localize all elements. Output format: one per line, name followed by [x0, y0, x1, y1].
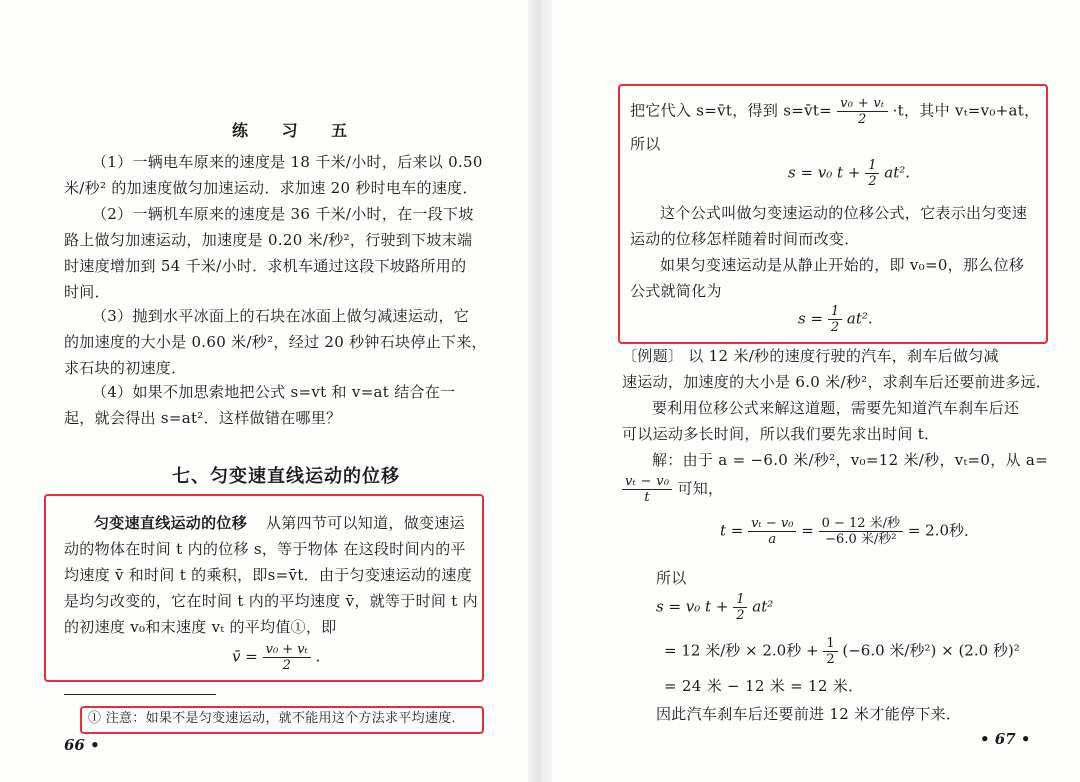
box-text-line: 是均匀改变的，它在时间 t 内的平均速度 v̄，就等于时间 t 内	[64, 592, 478, 610]
fraction-numerator: v₀ + vₜ	[837, 96, 887, 112]
exercise-line: 米/秒² 的加速度做匀加速运动．求加速 20 秒时电车的速度．	[64, 179, 478, 197]
fraction	[748, 516, 796, 547]
exercise-line: 时间．	[64, 283, 110, 301]
so-label: 所以	[656, 569, 687, 587]
fraction-denominator: 2	[736, 608, 745, 623]
example-line: 要利用位移公式来解这道题，需要先知道汽车刹车后还	[652, 399, 1020, 417]
exercise-line: 起，就会得出 s=at²．这样做错在哪里？	[64, 409, 342, 427]
formula-part: s =	[798, 309, 824, 328]
fraction	[828, 304, 842, 335]
footnote: ① 注意：如果不是匀变速运动，就不能用这个方法求平均速度．	[88, 711, 465, 726]
formula-part: s = v₀ t +	[656, 597, 729, 616]
fraction-denominator: −6.0 米/秒²	[825, 532, 897, 547]
fraction	[622, 474, 672, 505]
box-text-line: 动的物体在时间 t 内的位移 s，等于物体 在这段时间内的平	[64, 540, 466, 558]
average-velocity-formula: v̄ = $\frac{\text{v₀ + vₜ}}{2}$ .	[232, 642, 321, 673]
box-line: 公式就简化为	[630, 282, 722, 300]
box-text-line: 的初速度 v₀和末速度 vₜ 的平均值①，即	[64, 618, 337, 636]
example-line: 速运动，加速度的大小是 6.0 米/秒²，求刹车后还要前进多远．	[622, 373, 1052, 391]
displacement-formula	[788, 158, 910, 189]
fraction	[823, 636, 837, 667]
exercise-line: （1）一辆电车原来的速度是 18 千米/小时，后来以 0.50	[92, 153, 483, 171]
box-line: 这个公式叫做匀变速运动的位移公式，它表示出匀变速	[660, 204, 1028, 222]
example-line: 〔例题〕 以 12 米/秒的速度行驶的汽车，刹车后做匀减	[622, 347, 999, 365]
fraction-denominator: 2	[282, 658, 291, 673]
example-line: 可以运动多长时间，所以我们要先求出时间 t．	[622, 425, 940, 443]
fraction-numerator: 1	[865, 158, 879, 174]
page-number: 66 •	[64, 736, 100, 754]
exercise-line: 的加速度的大小是 0.60 米/秒²，经过 20 秒钟石块停止下来，	[64, 333, 487, 351]
exercise-line: （3）抛到水平冰面上的石块在冰面上做匀减速运动，它	[92, 307, 470, 325]
box-line: 运动的位移怎样随着时间而改变．	[630, 230, 860, 248]
fraction-numerator: vₜ − v₀	[622, 474, 672, 490]
exercise-line: （2）一辆机车原来的速度是 36 千米/小时，在一段下坡	[92, 205, 474, 223]
time-formula	[720, 516, 979, 547]
solution-formula-3: = 24 米 − 12 米 = 12 米．	[664, 677, 864, 695]
text-part: 可知，	[677, 479, 724, 498]
page-number: • 67 •	[980, 730, 1031, 748]
fraction-numerator: 1	[828, 304, 842, 320]
box-line	[630, 96, 1039, 127]
fraction-denominator: 2	[868, 174, 877, 189]
fraction-denominator: 2	[858, 112, 867, 127]
section-heading: 七、匀变速直线运动的位移	[172, 466, 400, 487]
box-text-line: 均速度 v̄ 和时间 t 的乘积，即s=v̄t．由于匀变速运动的速度	[64, 566, 472, 584]
box-text-line: 从第四节可以知道，做变速运	[266, 514, 465, 532]
solution-line	[622, 474, 723, 505]
exercise-line: 路上做匀加速运动，加速度是 0.20 米/秒²，行驶到下坡末端	[64, 231, 473, 249]
fraction-denominator: 2	[826, 652, 835, 667]
fraction	[865, 158, 879, 189]
fraction-numerator: 1	[733, 592, 747, 608]
exercise-line: （4）如果不加思索地把公式 s=vt 和 v=at 结合在一	[92, 383, 456, 401]
formula-part: (−6.0 米/秒²) × (2.0 秒)²	[842, 641, 1020, 660]
box-line: 如果匀变速运动是从静止开始的，即 v₀=0，那么位移	[660, 256, 1025, 274]
formula-part: at².	[846, 309, 873, 328]
fraction	[837, 96, 887, 127]
fraction	[263, 642, 311, 673]
formula-part: at²	[752, 597, 774, 616]
fraction-denominator: 2	[830, 320, 840, 335]
fraction	[733, 592, 747, 623]
text-part: ·t，其中 vₜ=v₀+at，	[892, 101, 1040, 120]
formula-part: =	[801, 521, 814, 540]
fraction-numerator: 1	[823, 636, 837, 652]
footnote-rule	[64, 694, 216, 695]
simplified-formula	[798, 304, 873, 335]
formula-lhs: v̄ =	[232, 647, 258, 666]
fraction-numerator: v₀ + vₜ	[263, 642, 311, 658]
formula-part: = 12 米/秒 × 2.0秒 +	[664, 641, 819, 660]
text-part: 把它代入 s=v̄t，得到 s=v̄t=	[630, 101, 833, 120]
solution-formula-1	[656, 592, 773, 623]
solution-formula-2	[664, 636, 1020, 667]
right-page	[552, 0, 1080, 782]
conclusion: 因此汽车刹车后还要前进 12 米才能停下来．	[656, 705, 962, 723]
example-line: 解：由于 a = −6.0 米/秒²，v₀=12 米/秒，vₜ=0，从 a=	[652, 451, 1049, 469]
book-gutter	[528, 0, 552, 782]
formula-part: s = v₀ t +	[788, 163, 861, 182]
exercise-line: 时速度增加到 54 千米/小时．求机车通过这段下坡路所用的	[64, 257, 467, 275]
formula-part: t =	[720, 521, 744, 540]
exercise-title: 练 习 五	[232, 121, 362, 140]
fraction-numerator: vₜ − v₀	[748, 516, 796, 532]
formula-part: = 2.0秒．	[907, 521, 980, 540]
formula-part: at².	[884, 163, 911, 182]
left-page	[0, 0, 528, 782]
exercise-line: 求石块的初速度．	[64, 359, 187, 377]
fraction	[819, 516, 903, 547]
box-lead-term: 匀变速直线运动的位移	[94, 514, 248, 532]
fraction-numerator: 0 − 12 米/秒	[819, 516, 903, 532]
fraction-denominator: t	[644, 490, 650, 505]
box-line: 所以	[630, 135, 661, 153]
fraction-denominator: a	[768, 532, 777, 547]
